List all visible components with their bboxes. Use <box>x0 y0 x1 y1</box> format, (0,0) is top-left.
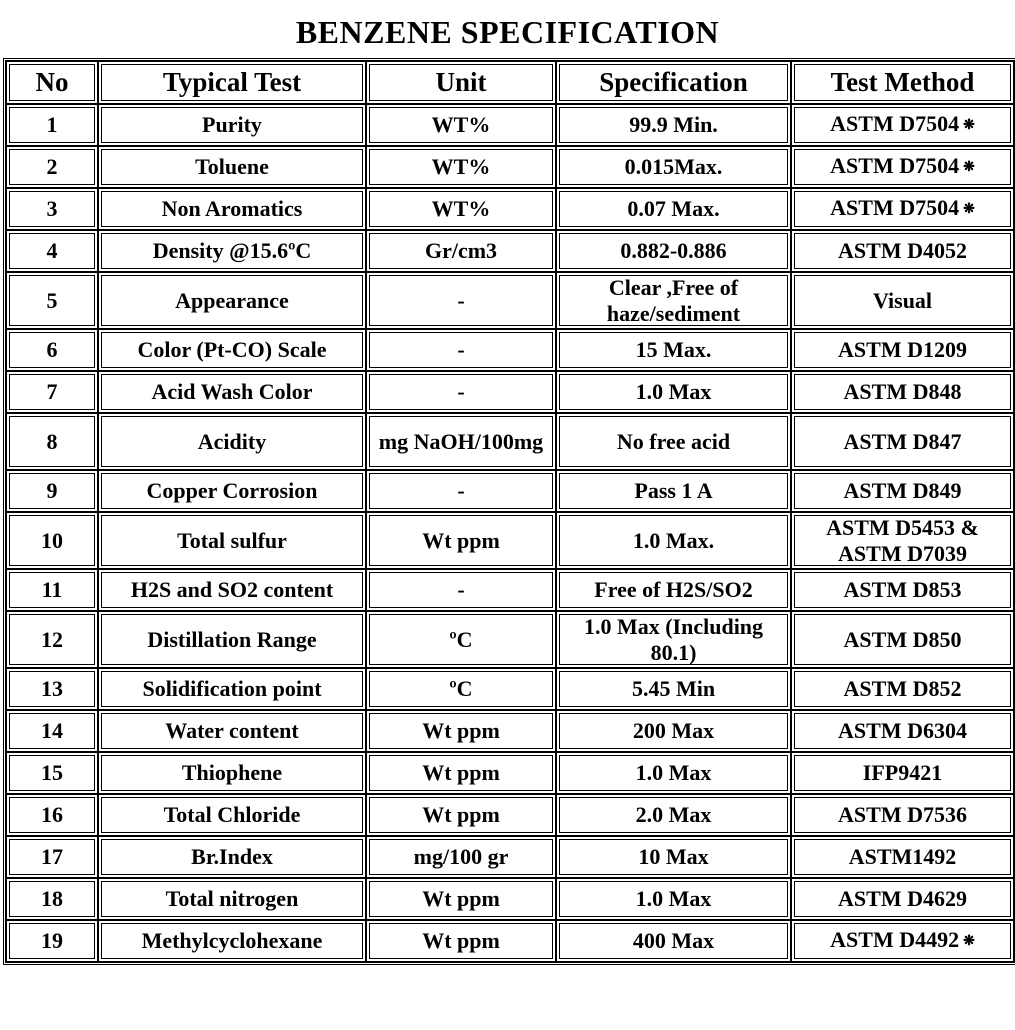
test-method-text: ASTM1492 <box>848 844 957 869</box>
cell-no: 1 <box>6 104 98 146</box>
test-method-text: ASTM D848 <box>843 379 962 404</box>
cell-no: 9 <box>6 470 98 512</box>
cell-typical-test: Non Aromatics <box>98 188 366 230</box>
test-method-text: ASTM D7536 <box>838 802 967 827</box>
cell-specification: 1.0 Max <box>556 371 791 413</box>
cell-test-method <box>791 272 1014 329</box>
cell-test-method <box>791 611 1014 668</box>
cell-no: 17 <box>6 836 98 878</box>
cell-unit: Wt ppm <box>366 878 556 920</box>
test-method-text: ASTM D1209 <box>838 337 967 362</box>
cell-test-method <box>791 710 1014 752</box>
cell-specification: 2.0 Max <box>556 794 791 836</box>
cell-test-method <box>791 836 1014 878</box>
table-row <box>6 188 1014 230</box>
table-row <box>6 836 1014 878</box>
cell-typical-test: Acid Wash Color <box>98 371 366 413</box>
cell-unit: - <box>366 371 556 413</box>
cell-no: 12 <box>6 611 98 668</box>
cell-unit: WT% <box>366 104 556 146</box>
test-method-text: ASTM D852 <box>843 676 962 701</box>
cell-typical-test: Methylcyclohexane <box>98 920 366 962</box>
header-row <box>6 61 1014 104</box>
header-no: No <box>6 61 98 104</box>
cell-no: 7 <box>6 371 98 413</box>
header-typical-test: Typical Test <box>98 61 366 104</box>
cell-typical-test: Toluene <box>98 146 366 188</box>
asterisk-marker-icon: ❋ <box>963 201 975 217</box>
cell-typical-test: H2S and SO2 content <box>98 569 366 611</box>
cell-test-method <box>791 413 1014 470</box>
cell-test-method <box>791 794 1014 836</box>
cell-specification: 1.0 Max <box>556 752 791 794</box>
cell-no: 16 <box>6 794 98 836</box>
cell-test-method <box>791 470 1014 512</box>
test-method-text: Visual <box>872 287 933 313</box>
cell-specification: 0.882-0.886 <box>556 230 791 272</box>
cell-typical-test: Solidification point <box>98 668 366 710</box>
cell-specification: 10 Max <box>556 836 791 878</box>
cell-no: 11 <box>6 569 98 611</box>
cell-no: 3 <box>6 188 98 230</box>
cell-unit: - <box>366 272 556 329</box>
asterisk-marker-icon: ❋ <box>963 117 975 133</box>
asterisk-marker-icon: ❋ <box>963 933 975 949</box>
test-method-text: ASTM D4492 <box>830 927 960 953</box>
document-title: BENZENE SPECIFICATION <box>295 14 720 50</box>
cell-test-method <box>791 230 1014 272</box>
cell-test-method <box>791 188 1014 230</box>
cell-test-method <box>791 329 1014 371</box>
cell-unit: mg/100 gr <box>366 836 556 878</box>
table-row <box>6 371 1014 413</box>
cell-specification: 5.45 Min <box>556 668 791 710</box>
cell-typical-test: Copper Corrosion <box>98 470 366 512</box>
spec-sheet <box>3 58 1011 965</box>
cell-unit: Wt ppm <box>366 920 556 962</box>
test-method-text: ASTM D6304 <box>838 718 967 743</box>
cell-test-method <box>791 104 1014 146</box>
test-method-text: ASTM D850 <box>843 626 962 652</box>
table-row <box>6 920 1014 962</box>
test-method-text: ASTM D4052 <box>838 238 967 263</box>
cell-no: 5 <box>6 272 98 329</box>
cell-no: 15 <box>6 752 98 794</box>
table-row <box>6 569 1014 611</box>
cell-specification: 0.015Max. <box>556 146 791 188</box>
test-method-text: ASTM D4629 <box>838 886 967 911</box>
cell-no: 8 <box>6 413 98 470</box>
table-row <box>6 752 1014 794</box>
cell-typical-test: Appearance <box>98 272 366 329</box>
cell-test-method <box>791 752 1014 794</box>
table-row <box>6 146 1014 188</box>
cell-unit: Wt ppm <box>366 752 556 794</box>
cell-unit: WT% <box>366 188 556 230</box>
cell-no: 6 <box>6 329 98 371</box>
cell-no: 18 <box>6 878 98 920</box>
cell-typical-test: Density @15.6ºC <box>98 230 366 272</box>
cell-typical-test: Total nitrogen <box>98 878 366 920</box>
cell-no: 2 <box>6 146 98 188</box>
cell-specification: 1.0 Max (Including 80.1) <box>556 611 791 668</box>
cell-no: 4 <box>6 230 98 272</box>
specification-table <box>3 58 1015 965</box>
cell-unit: Wt ppm <box>366 512 556 569</box>
cell-specification: Free of H2S/SO2 <box>556 569 791 611</box>
test-method-text: ASTM D5453 & ASTM D7039 <box>826 514 979 566</box>
table-row <box>6 104 1014 146</box>
header-unit: Unit <box>366 61 556 104</box>
cell-typical-test: Thiophene <box>98 752 366 794</box>
cell-specification: No free acid <box>556 413 791 470</box>
cell-no: 19 <box>6 920 98 962</box>
header-specification: Specification <box>556 61 791 104</box>
cell-specification: 99.9 Min. <box>556 104 791 146</box>
cell-specification: Clear ,Free of haze/sediment <box>556 272 791 329</box>
cell-no: 13 <box>6 668 98 710</box>
cell-test-method <box>791 668 1014 710</box>
cell-unit: Wt ppm <box>366 710 556 752</box>
test-method-text: ASTM D7504 <box>830 111 960 137</box>
cell-specification: 400 Max <box>556 920 791 962</box>
cell-typical-test: Total sulfur <box>98 512 366 569</box>
cell-test-method <box>791 371 1014 413</box>
cell-typical-test: Color (Pt-CO) Scale <box>98 329 366 371</box>
test-method-text: ASTM D7504 <box>830 195 960 221</box>
cell-unit: - <box>366 569 556 611</box>
header-test-method: Test Method <box>791 61 1014 104</box>
cell-typical-test: Acidity <box>98 413 366 470</box>
table-row <box>6 230 1014 272</box>
cell-unit: ºC <box>366 611 556 668</box>
test-method-text: IFP9421 <box>862 760 943 785</box>
cell-test-method <box>791 512 1014 569</box>
table-row <box>6 668 1014 710</box>
table-row <box>6 329 1014 371</box>
table-row <box>6 611 1014 668</box>
asterisk-marker-icon: ❋ <box>963 159 975 175</box>
cell-unit: - <box>366 329 556 371</box>
table-row <box>6 878 1014 920</box>
cell-typical-test: Br.Index <box>98 836 366 878</box>
cell-unit: WT% <box>366 146 556 188</box>
table-row <box>6 413 1014 470</box>
test-method-text: ASTM D7504 <box>830 153 960 179</box>
cell-specification: 1.0 Max. <box>556 512 791 569</box>
cell-unit: - <box>366 470 556 512</box>
cell-specification: Pass 1 A <box>556 470 791 512</box>
test-method-text: ASTM D849 <box>843 478 962 503</box>
test-method-text: ASTM D847 <box>843 428 962 454</box>
cell-typical-test: Purity <box>98 104 366 146</box>
cell-typical-test: Water content <box>98 710 366 752</box>
cell-test-method <box>791 569 1014 611</box>
cell-test-method <box>791 146 1014 188</box>
cell-unit: Gr/cm3 <box>366 230 556 272</box>
cell-unit: Wt ppm <box>366 794 556 836</box>
table-row <box>6 470 1014 512</box>
cell-no: 10 <box>6 512 98 569</box>
cell-unit: mg NaOH/100mg <box>366 413 556 470</box>
table-row <box>6 272 1014 329</box>
cell-unit: ºC <box>366 668 556 710</box>
table-row <box>6 512 1014 569</box>
cell-specification: 15 Max. <box>556 329 791 371</box>
cell-test-method <box>791 920 1014 962</box>
cell-no: 14 <box>6 710 98 752</box>
cell-specification: 0.07 Max. <box>556 188 791 230</box>
cell-specification: 200 Max <box>556 710 791 752</box>
cell-typical-test: Distillation Range <box>98 611 366 668</box>
table-body <box>6 104 1014 962</box>
cell-test-method <box>791 878 1014 920</box>
table-row <box>6 710 1014 752</box>
cell-specification: 1.0 Max <box>556 878 791 920</box>
test-method-text: ASTM D853 <box>843 577 962 602</box>
table-row <box>6 794 1014 836</box>
cell-typical-test: Total Chloride <box>98 794 366 836</box>
